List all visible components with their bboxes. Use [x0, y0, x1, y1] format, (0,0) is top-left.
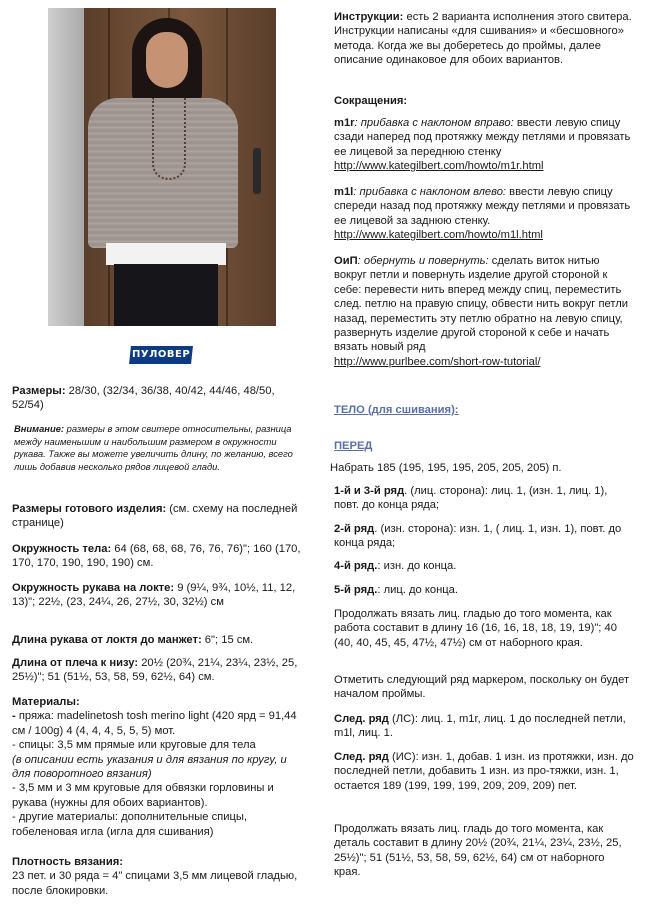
marker-note: Отметить следующий ряд маркером, поскольку он будет началом проймы.: [334, 674, 630, 701]
instructions-text: есть 2 варианта исполнения этого свитера. Инструкции написаны «для сшивания» и «бесшовного» метода. Когда же вы доберетесь до проймы, далее описание одинаковое для обоих вариантов.: [334, 11, 632, 67]
materials-block: [12, 695, 302, 839]
materials-needles: - спицы: 3,5 мм прямые или круговые для тела: [12, 739, 256, 752]
next-row-ls: [334, 712, 634, 741]
m1l-block: [334, 185, 634, 243]
next-row-ls-text: (ЛС): лиц. 1, m1r, лиц. 1 до последней петли, m1l, лиц. 1.: [334, 713, 626, 740]
gauge-block: [12, 855, 302, 898]
row2-block: [334, 522, 634, 551]
body-circ-block: [12, 542, 302, 571]
section-title: ТЕЛО (для сшивания):: [334, 404, 459, 416]
body-circ-text: 64 (68, 68, 68, 76, 76, 76)"; 160 (170, 170, 170, 190, 190, 190) см.: [12, 543, 301, 570]
m1l-text: ввести левую спицу спереди назад под протяжку между петлями и провязать ее лицевой за заднюю стенку.: [334, 186, 631, 227]
next-row-is-label: След. ряд: [334, 751, 389, 763]
sizes-label: Размеры:: [12, 385, 66, 397]
oip-link[interactable]: http://www.purlbee.com/short-row-tutorial/: [334, 355, 541, 368]
row5-text: : лиц. до конца.: [377, 584, 458, 596]
row13-text: . (лиц. сторона): лиц. 1, (изн. 1, лиц. 1), повт. до конца ряда;: [334, 485, 608, 512]
oip-block: [334, 254, 634, 369]
wall: [48, 8, 84, 326]
sleeve-len-label: Длина рукава от локтя до манжет:: [12, 634, 202, 646]
sizes-value: 28/30, (32/34, 36/38, 40/42, 44/46, 48/50, 52/54): [12, 385, 275, 412]
continue-1: Продолжать вязать лиц. гладью до того момента, как работа составит в длину 16 (16, 16, 18, 18, 19, 19)"; 40 (40, 40, 45, 45, 47½, 47½) см от наборного края.: [334, 608, 617, 649]
m1r-block: [334, 116, 634, 174]
next-row-is: [334, 750, 634, 793]
cast-on: Набрать 185 (195, 195, 195, 205, 205, 205) п.: [330, 462, 562, 474]
materials-other: - другие материалы: дополнительные спицы, гобеленовая игла (игла для сшивания): [12, 811, 248, 838]
length-text: 20½ (20¾, 21¼, 23¼, 23½, 25, 25½)"; 51 (51½, 53, 58, 59, 62½, 64) см.: [12, 657, 298, 684]
finished-text: (см. схему на последней странице): [12, 503, 298, 530]
m1r-text: ввести левую спицу сзади наперед под протяжку между петлями и провязать ее лицевой за переднюю стенку: [334, 117, 631, 158]
model-face: [146, 32, 188, 88]
row4-text: : изн. до конца.: [377, 560, 457, 572]
row13-block: [334, 484, 634, 513]
row4-label: 4-й ряд.: [334, 560, 378, 572]
sleeve-len-block: [12, 633, 302, 647]
oip-text: сделать виток нитью вокруг петли и повернуть изделие другой стороной к себе: перевести нить вперед между спиц, переместить след. петлю на правую спицу, обвести нить вокруг петли назад, переместить эту петлю обратно на левую спицу, развернуть изделие другой стороной к себе и начать вязать новый ряд: [334, 255, 629, 354]
row5-label: 5-й ряд.: [334, 584, 378, 596]
row2-text: . (изн. сторона): изн. 1, ( лиц. 1, изн. 1), повт. до конца ряда;: [334, 523, 622, 550]
materials-yarn: - пряжа: madelinetosh tosh merino light (420 ярд = 91,44 см / 100g) 4 (4, 4, 4, 5, 5, 5) мот.: [12, 710, 297, 737]
m1l-link[interactable]: http://www.kategilbert.com/howto/m1l.html: [334, 229, 543, 242]
length-block: [12, 656, 302, 685]
m1r-label: m1r: [334, 117, 355, 129]
note-label: Внимание:: [14, 423, 65, 434]
note-text: размеры в этом свитере относительны, разница между наименьшим и наибольшим размером в окружности рукава. Также вы можете увеличить длину, по желанию, всего лишь добавив несколько рядов лицевой глади.: [14, 423, 293, 472]
length-label: Длина от плеча к низу:: [12, 657, 139, 669]
m1r-link[interactable]: http://www.kategilbert.com/howto/m1r.html: [334, 160, 544, 173]
finished-label: Размеры готового изделия:: [12, 503, 167, 515]
body-circ-label: Окружность тела:: [12, 543, 112, 555]
undershirt: [106, 243, 226, 265]
instructions-block: [334, 10, 634, 68]
row5-block: [334, 583, 634, 597]
materials-needles-note: (в описании есть указания и для вязания по кругу, и для поворотного вязания): [12, 753, 287, 781]
materials-circular: - 3,5 мм и 3 мм круговые для обвязки горловины и рукава (нужны для обоих вариантов).: [12, 782, 274, 809]
front-title: ПЕРЕД: [334, 440, 373, 452]
sleeve-circ-text: 9 (9¼, 9¾, 10½, 11, 12, 13)"; 22½, (23, 24¼, 26, 27½, 30, 32½) см: [12, 582, 296, 609]
materials-label: Материалы:: [12, 696, 80, 708]
note-block: [14, 423, 300, 473]
sleeve-circ-block: [12, 581, 302, 610]
sleeve-len-text: 6"; 15 см.: [201, 634, 254, 646]
m1r-italic: : прибавка с наклоном вправо:: [354, 117, 514, 129]
sizes-block: [12, 384, 302, 413]
instructions-label: Инструкции:: [334, 11, 404, 23]
sleeve-circ-label: Окружность рукава на локте:: [12, 582, 175, 594]
oip-italic: : обернуть и повернуть:: [357, 255, 489, 267]
row2-label: 2-й ряд: [334, 523, 375, 535]
pullover-logo: ПУЛОВЕР: [129, 346, 193, 364]
gauge-text: 23 пет. и 30 ряда = 4" спицами 3,5 мм лицевой гладью, после блокировки.: [12, 870, 298, 897]
gauge-label: Плотность вязания:: [12, 856, 123, 868]
oip-label: ОиП: [334, 255, 358, 267]
row4-block: [334, 559, 634, 573]
door-handle: [253, 148, 261, 194]
finished-block: [12, 502, 302, 531]
necklace: [152, 98, 186, 180]
row13-label: 1-й и 3-й ряд: [334, 485, 405, 497]
abbr-label: Сокращения:: [334, 95, 408, 107]
m1l-italic: : прибавка с наклоном влево:: [353, 186, 507, 198]
continue-2: Продолжать вязать лиц. гладь до того момента, как деталь составит в длину 20½ (20¾, 21¼, 23¼, 23½, 25, 25½)"; 51 (51½, 53, 58, 59, 62½, 64) см от наборного края.: [334, 823, 622, 879]
next-row-is-text: (ИС): изн. 1, добав. 1 изн. из протяжки, изн. до последней петли, добавить 1 изн. из про-тяжки, изн. 1, остается 189 (199, 199, 199, 209, 209, 209) пет.: [334, 751, 634, 792]
m1l-label: m1l: [334, 186, 354, 198]
pants: [114, 264, 218, 326]
next-row-ls-label: След. ряд: [334, 713, 389, 725]
sweater-photo: [48, 8, 276, 326]
